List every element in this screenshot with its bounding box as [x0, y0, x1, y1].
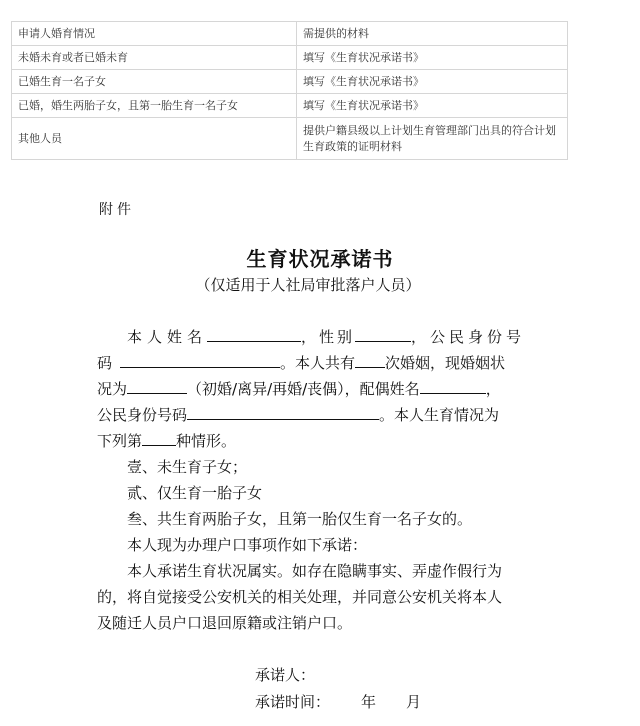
month-label: 月 [406, 693, 422, 711]
table-cell: 其他人员 [12, 118, 297, 160]
table-cell: 填写《生育状况承诺书》 [297, 46, 568, 70]
id-label-end: 码 [97, 354, 113, 372]
case-blank [142, 429, 176, 446]
name-blank [207, 325, 301, 342]
body-line-3 [97, 376, 501, 402]
table-cell: 填写《生育状况承诺书》 [297, 94, 568, 118]
body-line-1 [127, 324, 525, 350]
attachment-label: 附件 [99, 202, 135, 218]
marriage-status-label: 次婚姻，现婚姻状 [385, 354, 506, 372]
id2-label: 公民身份号码 [97, 406, 188, 424]
id-label-start: ，公民身份号 [411, 328, 526, 346]
option-1: 壹、未生育子女； [127, 458, 248, 476]
year-label: 年 [361, 693, 377, 711]
table-cell: 需提供的材料 [297, 22, 568, 46]
document-title: 生育状况承诺书 [246, 247, 394, 271]
body-line-4 [97, 402, 499, 428]
gender-label: ，性别 [301, 328, 356, 346]
marriage-count-blank [355, 351, 385, 368]
status-label: 况为 [97, 380, 128, 398]
pledge-line-2: 的，将自觉接受公安机关的相关处理，并同意公安机关将本人 [97, 588, 503, 606]
status-blank [127, 377, 187, 394]
table-cell: 申请人婚育情况 [12, 22, 297, 46]
materials-table [11, 21, 568, 160]
pledge-intro: 本人现为办理户口事项作如下承诺： [127, 536, 368, 554]
table-cell: 填写《生育状况承诺书》 [297, 70, 568, 94]
signer-label: 承诺人： [255, 666, 316, 684]
table-cell: 提供户籍县级以上计划生育管理部门出具的符合计划生育政策的证明材料 [297, 118, 568, 160]
table-row [12, 46, 568, 70]
table-row [12, 94, 568, 118]
comma-text: ， [485, 380, 501, 398]
table-cell: 未婚未育或者已婚未育 [12, 46, 297, 70]
birth-label: 。本人生育情况为 [379, 406, 500, 424]
body-line-2 [97, 350, 505, 376]
table-cell: 已婚生育一名子女 [12, 70, 297, 94]
table-row [12, 70, 568, 94]
pledge-line-3: 及随迁人员户口退回原籍或注销户口。 [97, 614, 353, 632]
table-row [12, 118, 568, 160]
table-row [12, 22, 568, 46]
gender-blank [355, 325, 411, 342]
table-cell: 已婚，婚生两胎子女，且第一胎生育一名子女 [12, 94, 297, 118]
option-2: 贰、仅生育一胎子女 [127, 484, 263, 502]
document-subtitle: （仅适用于人社局审批落户人员） [195, 276, 421, 294]
case-suffix: 种情形。 [176, 432, 237, 450]
id2-blank [187, 403, 379, 420]
date-label: 承诺时间： [255, 693, 331, 711]
marriage-count-label: 。本人共有 [280, 354, 356, 372]
pledge-line-1: 本人承诺生育状况属实。如存在隐瞒事实、弄虚作假行为 [127, 562, 503, 580]
case-label: 下列第 [97, 432, 143, 450]
option-3: 叁、共生育两胎子女，且第一胎仅生育一名子女的。 [127, 510, 473, 528]
name-label: 本人姓名 [127, 328, 208, 346]
body-line-5 [97, 428, 236, 454]
spouse-label: （初婚/离异/再婚/丧偶），配偶姓名 [187, 380, 420, 398]
spouse-blank [420, 377, 486, 394]
id-blank [120, 351, 280, 368]
